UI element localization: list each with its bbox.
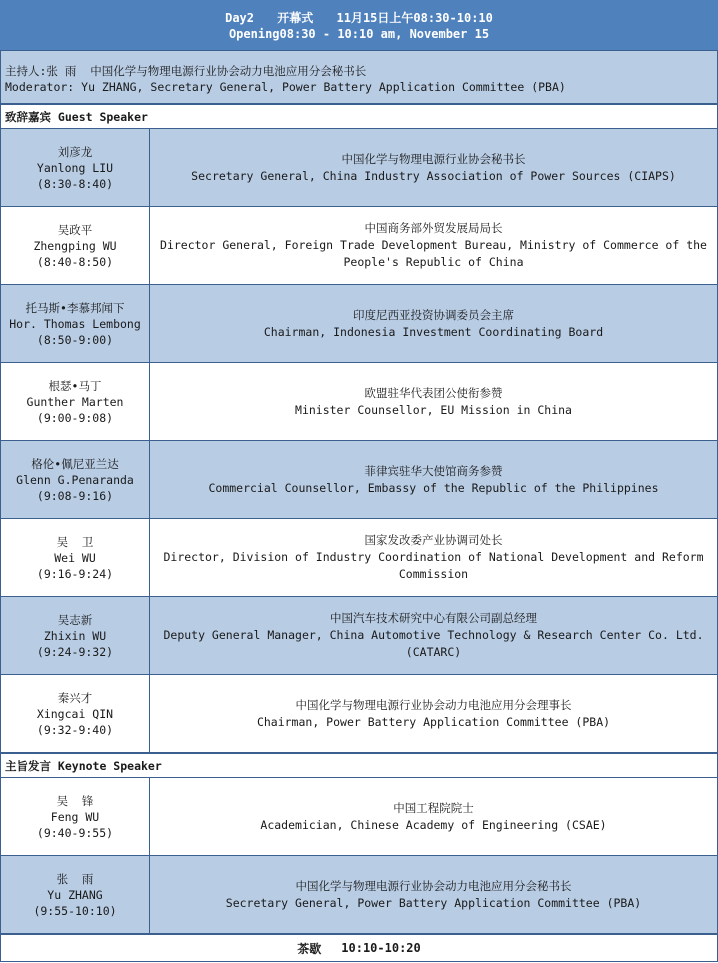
speaker-name-cn: 根瑟•马丁: [48, 378, 102, 393]
speaker-row: [1, 674, 717, 752]
speaker-title-cell: [150, 285, 717, 362]
speaker-title-en: Deputy General Manager, China Automotive Technology & Research Center Co. Ltd. (CATARC): [163, 628, 704, 659]
speaker-time: (9:32-9:40): [36, 722, 114, 737]
speaker-name-en: Feng WU: [50, 809, 100, 824]
speaker-time: (8:30-8:40): [36, 176, 114, 191]
speaker-row: [1, 128, 717, 206]
session-name-cn: 开幕式: [277, 11, 314, 25]
speaker-name-cell: [1, 675, 150, 752]
speaker-name-cell: [1, 441, 150, 518]
speaker-time: (9:16-9:24): [36, 566, 114, 581]
speaker-title-cell: [150, 675, 717, 752]
speaker-row: [1, 284, 717, 362]
speaker-name-cn: 吴 锋: [56, 793, 94, 808]
speaker-title-cell: [150, 519, 717, 596]
speaker-name-en: Glenn G.Penaranda: [16, 472, 134, 487]
speaker-name-cn: 格伦•佩尼亚兰达: [31, 456, 119, 471]
speaker-name-cell: [1, 778, 150, 855]
speaker-row: [1, 777, 717, 855]
speaker-row: [1, 362, 717, 440]
moderator-row: [1, 50, 717, 103]
agenda-table: [0, 50, 718, 962]
speaker-title-cell: [150, 856, 717, 933]
tea-break-time: 10:10-10:20: [341, 941, 421, 955]
speaker-title-cn: 中国商务部外贸发展局局长: [364, 221, 503, 235]
keynote-speaker-list: [1, 777, 717, 933]
speaker-name-cell: [1, 129, 150, 206]
speaker-name-en: Wei WU: [54, 550, 96, 565]
speaker-title-en: Commercial Counsellor, Embassy of the Republic of the Philippines: [208, 480, 659, 495]
session-header: [0, 0, 718, 50]
speaker-time: (9:08-9:16): [36, 488, 114, 503]
speaker-title-cell: [150, 597, 717, 674]
speaker-time: (9:00-9:08): [36, 410, 114, 425]
speaker-title-en: Chairman, Indonesia Investment Coordinating Board: [263, 324, 604, 339]
speaker-title-en: Director, Division of Industry Coordination of National Development and Reform Commission: [163, 550, 704, 581]
speaker-title-en: Minister Counsellor, EU Mission in China: [295, 402, 572, 417]
moderator-cn: 主持人:张 雨 中国化学与物理电源行业协会动力电池应用分会秘书长: [5, 64, 367, 78]
speaker-title-cell: [150, 363, 717, 440]
speaker-title-cell: [150, 129, 717, 206]
speaker-title-cn: 国家发改委产业协调司处长: [364, 533, 503, 547]
speaker-name-cn: 秦兴才: [57, 690, 93, 705]
speaker-name-cn: 刘彦龙: [57, 144, 93, 159]
speaker-time: (9:55-10:10): [33, 903, 117, 918]
speaker-title-en: Secretary General, Power Battery Application Committee (PBA): [225, 895, 642, 910]
speaker-name-en: Gunther Marten: [26, 394, 124, 409]
speaker-name-en: Yu ZHANG: [47, 887, 103, 902]
speaker-title-en: Academician, Chinese Academy of Engineering (CSAE): [260, 817, 607, 832]
moderator-en: Moderator: Yu ZHANG, Secretary General, Power Battery Application Committee (PBA): [5, 80, 566, 94]
speaker-title-cn: 印度尼西亚投资协调委员会主席: [353, 307, 514, 322]
speaker-time: (9:40-9:55): [36, 825, 114, 840]
speaker-name-en: Xingcai QIN: [36, 706, 114, 721]
speaker-name-cn: 托马斯•李慕邦闻下: [25, 300, 125, 315]
speaker-title-cell: [150, 441, 717, 518]
speaker-row: [1, 206, 717, 284]
speaker-title-en: Director General, Foreign Trade Development Bureau, Ministry of Commerce of the People's Republic of China: [160, 238, 707, 269]
guest-speaker-list: [1, 128, 717, 752]
speaker-name-en: Zhengping WU: [33, 238, 117, 253]
session-time-cn: 11月15日上午08:30-10:10: [336, 11, 493, 25]
guest-section-heading: 致辞嘉宾 Guest Speaker: [1, 103, 717, 128]
session-header-line1: [0, 10, 718, 26]
speaker-name-cell: [1, 363, 150, 440]
speaker-name-cn: 吴志新: [57, 612, 93, 627]
speaker-title-cn: 中国工程院院士: [393, 800, 474, 815]
speaker-title-cell: [150, 207, 717, 284]
speaker-title-en: Chairman, Power Battery Application Committee (PBA): [256, 714, 611, 729]
speaker-time: (9:24-9:32): [36, 644, 114, 659]
speaker-name-cell: [1, 207, 150, 284]
speaker-name-en: Yanlong LIU: [36, 160, 114, 175]
speaker-name-cn: 张 雨: [56, 871, 94, 886]
speaker-title-cn: 中国化学与物理电源行业协会动力电池应用分会秘书长: [295, 878, 572, 893]
speaker-name-en: Zhixin WU: [43, 628, 107, 643]
speaker-time: (8:50-9:00): [36, 332, 114, 347]
speaker-name-cell: [1, 597, 150, 674]
speaker-name-cell: [1, 519, 150, 596]
speaker-title-en: Secretary General, China Industry Association of Power Sources (CIAPS): [191, 168, 676, 183]
speaker-name-cell: [1, 856, 150, 933]
speaker-row: [1, 855, 717, 933]
speaker-row: [1, 518, 717, 596]
speaker-row: [1, 596, 717, 674]
speaker-title-cn: 菲律宾驻华大使馆商务参赞: [364, 463, 503, 478]
tea-break-label: 茶歇: [297, 941, 322, 956]
session-header-line2: Opening08:30 - 10:10 am, November 15: [228, 27, 490, 41]
speaker-title-cn: 欧盟驻华代表团公使衔参赞: [364, 385, 503, 400]
speaker-title-cn: 中国汽车技术研究中心有限公司副总经理: [330, 611, 537, 625]
speaker-name-en: Hor. Thomas Lembong: [9, 316, 141, 331]
speaker-title-cn: 中国化学与物理电源行业协会动力电池应用分会理事长: [295, 697, 572, 712]
speaker-name-cn: 吴 卫: [56, 534, 94, 549]
speaker-name-cn: 吴政平: [57, 222, 93, 237]
session-day: Day2: [225, 11, 255, 25]
keynote-section-heading: 主旨发言 Keynote Speaker: [1, 752, 717, 777]
speaker-time: (8:40-8:50): [36, 254, 114, 269]
speaker-row: [1, 440, 717, 518]
speaker-title-cell: [150, 778, 717, 855]
speaker-name-cell: [1, 285, 150, 362]
tea-break-row: [1, 933, 717, 961]
speaker-title-cn: 中国化学与物理电源行业协会秘书长: [341, 151, 526, 166]
